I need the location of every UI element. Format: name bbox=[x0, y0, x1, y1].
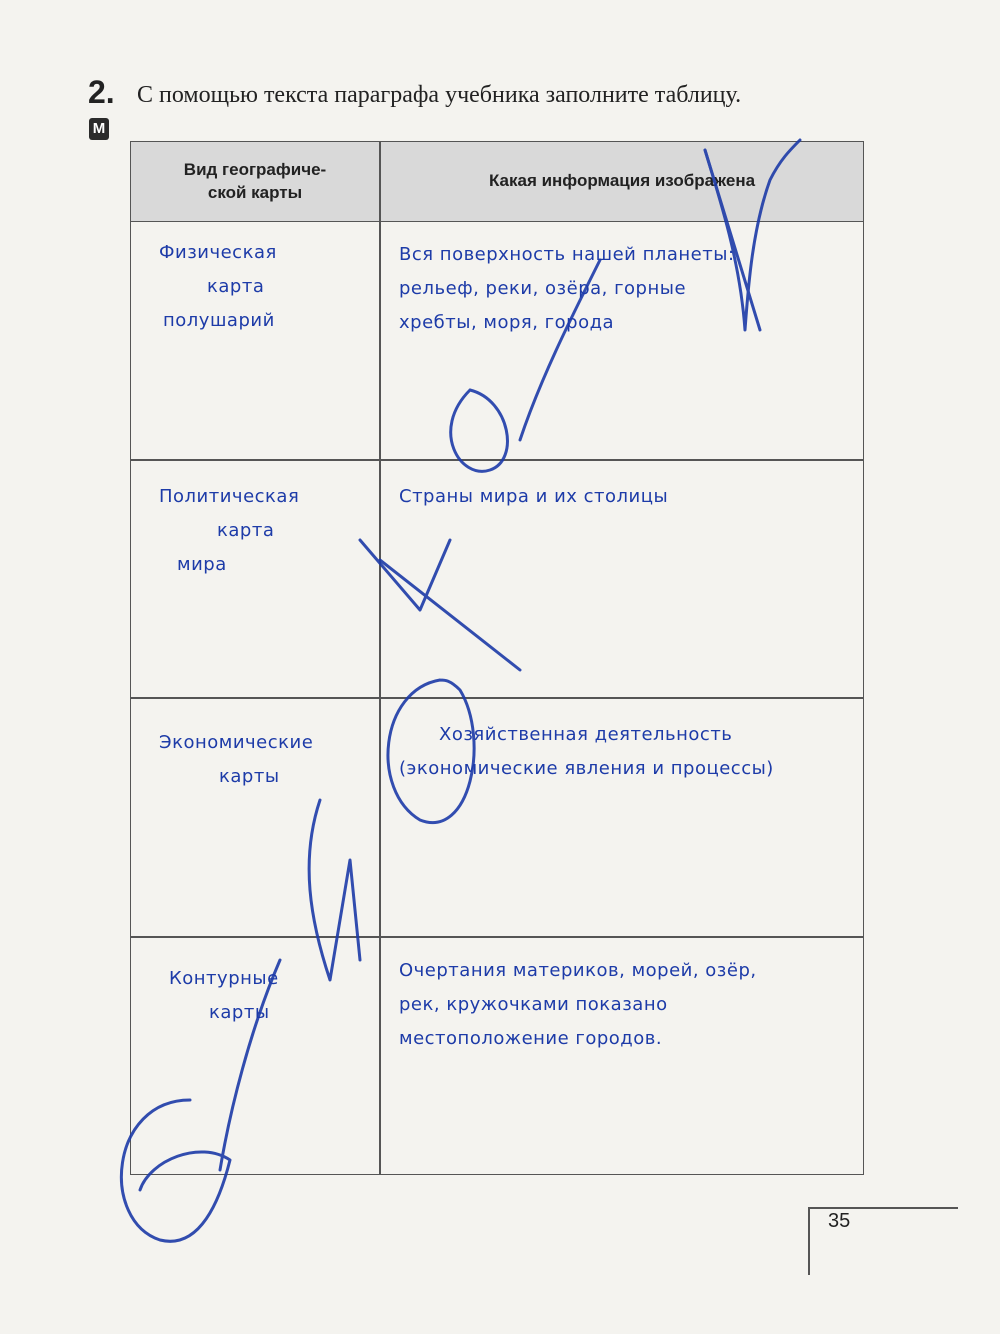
handwritten-line: рек, кружочками показано bbox=[399, 994, 668, 1015]
handwritten-line: карта bbox=[207, 276, 265, 297]
page-number-frame bbox=[808, 1207, 958, 1209]
scribble-stroke bbox=[705, 150, 760, 330]
handwritten-line: Физическая bbox=[159, 242, 277, 263]
task-number: 2. bbox=[88, 74, 115, 110]
handwritten-line: Вся поверхность нашей планеты: bbox=[399, 244, 735, 265]
handwritten-line: хребты, моря, города bbox=[399, 312, 615, 333]
header-map-type-label: Вид географиче- ской карты bbox=[183, 159, 327, 202]
handwritten-line: местоположение городов. bbox=[399, 1028, 663, 1049]
handwritten-line: Хозяйственная деятельность bbox=[439, 724, 733, 745]
handwritten-line: Экономические bbox=[159, 732, 314, 753]
handwritten-line: (экономические явления и процессы) bbox=[399, 758, 774, 779]
handwritten-line: полушарий bbox=[163, 310, 275, 331]
scribble-stroke bbox=[380, 560, 520, 670]
header-info-label: Какая информация изображена bbox=[488, 171, 756, 191]
handwritten-line: карты bbox=[219, 766, 280, 787]
page-number-frame bbox=[808, 1207, 810, 1275]
handwritten-line: карта bbox=[217, 520, 275, 541]
task-instruction: С помощью текста параграфа учебника заполните таблицу. bbox=[137, 82, 742, 108]
handwritten-line: Политическая bbox=[159, 486, 300, 507]
scribble-stroke bbox=[220, 960, 280, 1170]
scribble-stroke bbox=[309, 800, 360, 980]
handwritten-line: Очертания материков, морей, озёр, bbox=[399, 960, 757, 981]
handwritten-line: рельеф, реки, озёра, горные bbox=[399, 278, 687, 299]
handwritten-line: мира bbox=[177, 554, 227, 575]
method-badge-icon: М bbox=[89, 118, 109, 140]
handwritten-line: Контурные bbox=[169, 968, 279, 989]
page-number: 35 bbox=[828, 1210, 851, 1232]
handwritten-line: карты bbox=[209, 1002, 270, 1023]
scribble-stroke bbox=[360, 540, 450, 610]
scribble-stroke bbox=[451, 390, 508, 471]
scribble-stroke bbox=[121, 1100, 230, 1241]
handwritten-line: Страны мира и их столицы bbox=[399, 486, 669, 507]
scribble-stroke bbox=[520, 260, 600, 440]
scribble-stroke bbox=[388, 680, 474, 823]
